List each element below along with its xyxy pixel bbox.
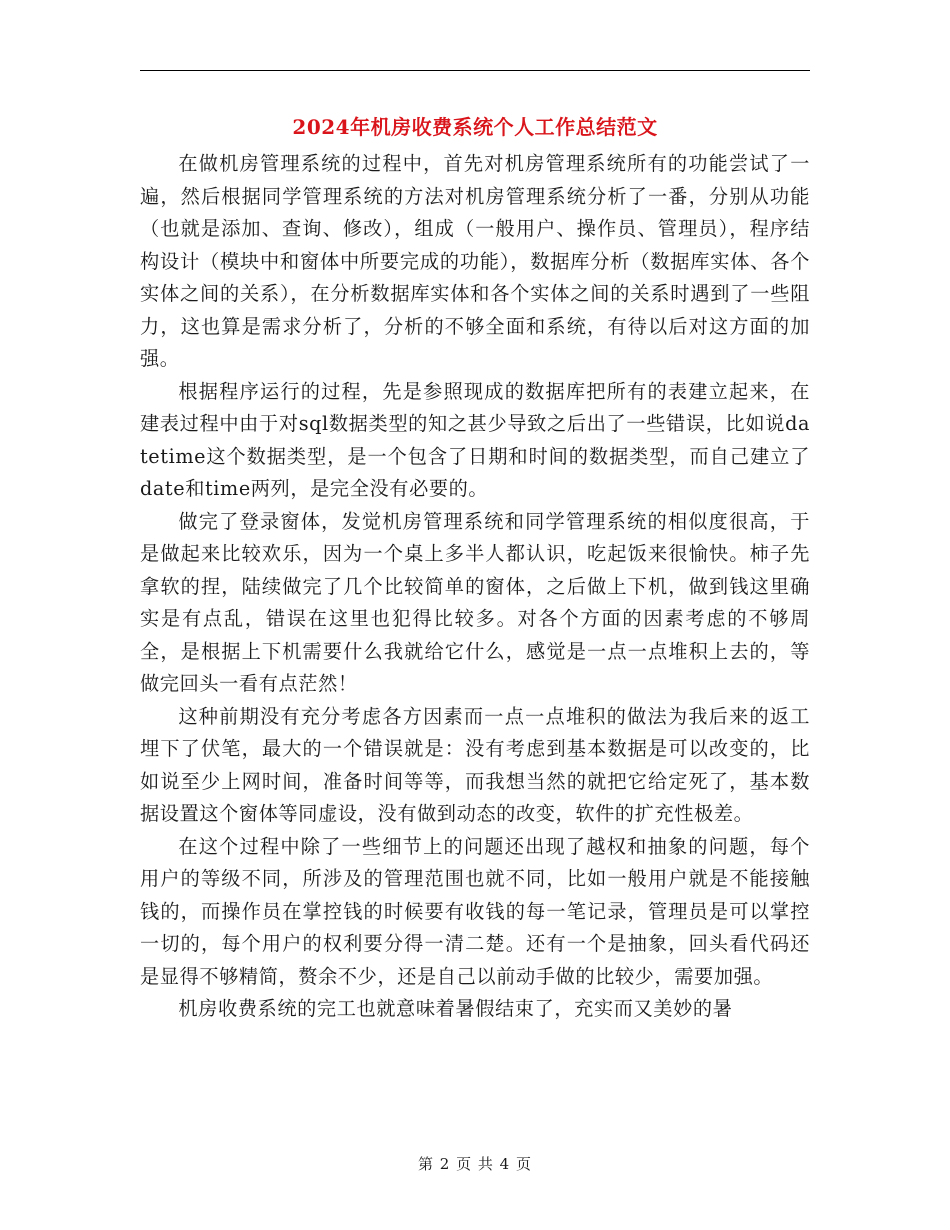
paragraph: 做完了登录窗体，发觉机房管理系统和同学管理系统的相似度很高，于是做起来比较欢乐，因为一个桌上多半人都认识，吃起饭来很愉快。柿子先拿软的捏，陆续做完了几个比较简单的窗体，之后做上下机，做到钱这里确实是有点乱，错误在这里也犯得比较多。对各个方面的因素考虑的不够周全，是根据上下机需要什么我就给它什么，感觉是一点一点堆积上去的，等做完回头一看有点茫然！ [140, 509, 810, 695]
document-title: 2024年机房收费系统个人工作总结范文 [292, 115, 658, 139]
paragraph: 这种前期没有充分考虑各方因素而一点一点堆积的做法为我后来的返工埋下了伏笔，最大的一个错误就是：没有考虑到基本数据是可以改变的，比如说至少上网时间，准备时间等等，而我想当然的就把它给定死了，基本数据设置这个窗体等同虚设，没有做到动态的改变，软件的扩充性极差。 [140, 704, 810, 825]
paragraph: 根据程序运行的过程，先是参照现成的数据库把所有的表建立起来，在建表过程中由于对sql数据类型的知之甚少导致之后出了一些错误，比如说datetime这个数据类型，是一个包含了日期和时间的数据类型，而自己建立了date和time两列，是完全没有必要的。 [140, 379, 810, 500]
paragraph: 在做机房管理系统的过程中，首先对机房管理系统所有的功能尝试了一遍，然后根据同学管理系统的方法对机房管理系统分析了一番，分别从功能（也就是添加、查询、修改），组成（一般用户、操作员、管理员），程序结构设计（模块中和窗体中所要完成的功能），数据库分析（数据库实体、各个实体之间的关系），在分析数据库实体和各个实体之间的关系时遇到了一些阻力，这也算是需求分析了，分析的不够全面和系统，有待以后对这方面的加强。 [140, 152, 810, 370]
document-body [140, 148, 810, 1026]
paragraph: 在这个过程中除了一些细节上的问题还出现了越权和抽象的问题，每个用户的等级不同，所涉及的管理范围也就不同，比如一般用户就是不能接触钱的，而操作员在掌控钱的时候要有收钱的每一笔记录，管理员是可以掌控一切的，每个用户的权利要分得一清二楚。还有一个是抽象，回头看代码还是显得不够精简，赘余不少，还是自己以前动手做的比较少，需要加强。 [140, 834, 810, 988]
header-rule [140, 70, 810, 71]
page-number: 第 2 页 共 4 页 [418, 1155, 532, 1173]
paragraph: 机房收费系统的完工也就意味着暑假结束了，充实而又美妙的暑 [178, 997, 733, 1020]
